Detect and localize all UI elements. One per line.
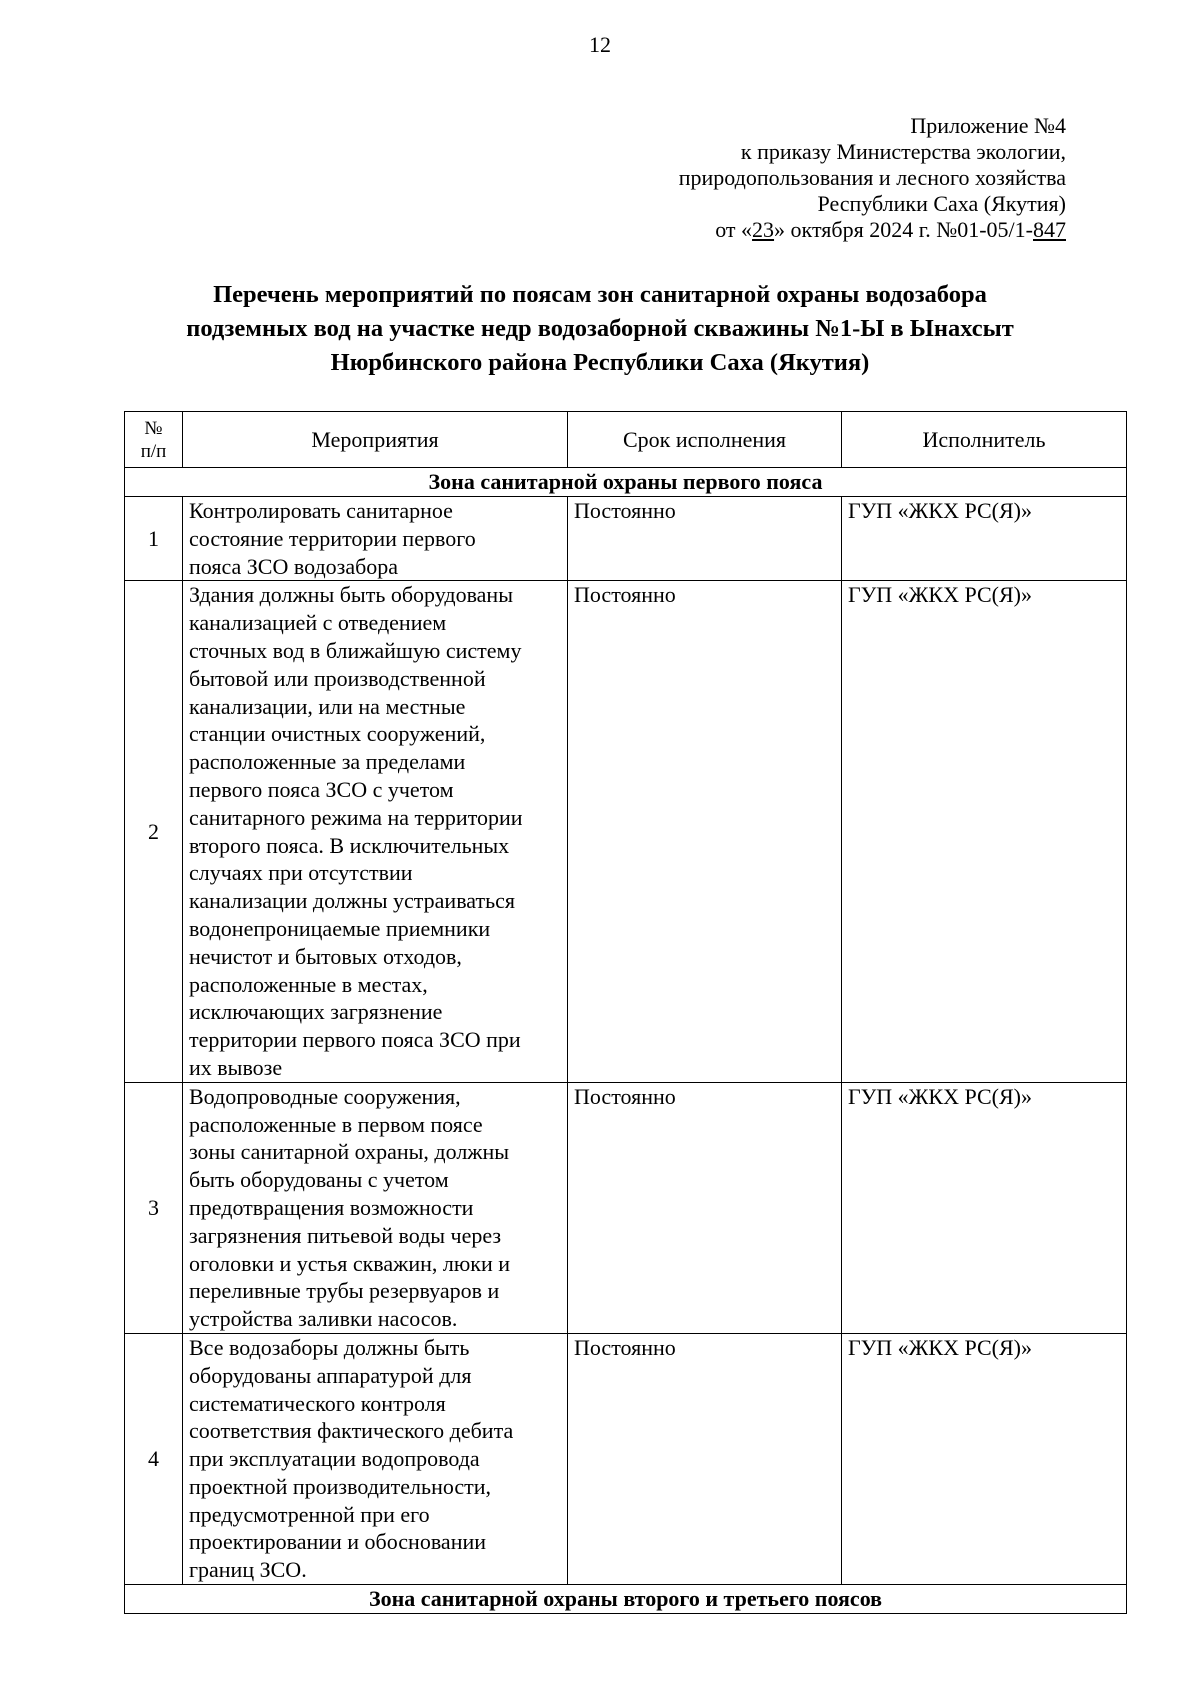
activity-line: санитарного режима на территории xyxy=(189,804,523,830)
activity-line: территории первого пояса ЗСО при xyxy=(189,1027,521,1053)
activity-line: Здания должны быть оборудованы xyxy=(189,582,513,608)
activity-line: оборудованы аппаратурой для xyxy=(189,1362,472,1388)
zone-heading-text: Зона санитарной охраны первого пояса xyxy=(125,468,1127,497)
activity-line: устройства заливки насосов. xyxy=(189,1306,458,1332)
activity-line: сточных вод в ближайшую систему xyxy=(189,637,522,663)
table-header-row xyxy=(125,412,1127,468)
order-day: 23 xyxy=(752,217,775,242)
appendix-line: Приложение №4 xyxy=(910,113,1066,138)
page-number: 12 xyxy=(589,32,611,57)
row-number: 4 xyxy=(125,1333,183,1584)
appendix-block xyxy=(679,113,1066,243)
activity-line: первого пояса ЗСО с учетом xyxy=(189,776,454,802)
order-reference xyxy=(679,217,1066,243)
activity-line: второго пояса. В исключительных xyxy=(189,832,510,858)
activity-line: расположенные за пределами xyxy=(189,749,466,775)
row-deadline: Постоянно xyxy=(568,581,842,1082)
order-prefix: от « xyxy=(715,217,753,242)
row-executor: ГУП «ЖКХ РС(Я)» xyxy=(842,1082,1127,1333)
appendix-line: природопользования и лесного хозяйства xyxy=(678,165,1066,190)
row-executor: ГУП «ЖКХ РС(Я)» xyxy=(842,581,1127,1082)
activity-line: границ ЗСО. xyxy=(189,1557,307,1583)
activity-line: систематического контроля xyxy=(189,1390,446,1416)
row-number: 3 xyxy=(125,1082,183,1333)
row-activity xyxy=(183,581,568,1082)
row-number: 2 xyxy=(125,581,183,1082)
activity-line: Контролировать санитарное xyxy=(189,498,453,523)
activity-line: канализации, или на местные xyxy=(189,693,466,719)
activity-line: нечистот и бытовых отходов, xyxy=(189,943,462,969)
activity-line: предусмотренной при его xyxy=(189,1501,430,1527)
title-line: Перечень мероприятий по поясам зон санитарной охраны водозабора xyxy=(213,281,987,308)
table-row xyxy=(125,1082,1127,1333)
measures-table xyxy=(124,411,1127,1614)
activity-line: загрязнения питьевой воды через xyxy=(189,1222,502,1248)
header-deadline: Срок исполнения xyxy=(568,412,842,468)
activity-line: станции очистных сооружений, xyxy=(189,721,486,747)
row-activity xyxy=(183,1333,568,1584)
activity-line: зоны санитарной охраны, должны xyxy=(189,1139,510,1165)
activity-line: расположенные в местах, xyxy=(189,971,428,997)
activity-line: переливные трубы резервуаров и xyxy=(189,1278,500,1304)
row-activity xyxy=(183,497,568,581)
row-executor: ГУП «ЖКХ РС(Я)» xyxy=(842,1333,1127,1584)
row-deadline: Постоянно xyxy=(568,1082,842,1333)
activity-line: пояса ЗСО водозабора xyxy=(189,553,399,579)
row-activity xyxy=(183,1082,568,1333)
activity-line: бытовой или производственной xyxy=(189,665,486,691)
activity-line: Все водозаборы должны быть xyxy=(189,1334,470,1360)
zone-heading-first-belt xyxy=(125,468,1127,497)
row-deadline: Постоянно xyxy=(568,497,842,581)
row-deadline: Постоянно xyxy=(568,1333,842,1584)
zone-heading-text: Зона санитарной охраны второго и третьего поясов xyxy=(125,1585,1127,1614)
zone-heading-second-third-belts xyxy=(125,1585,1127,1614)
header-executor: Исполнитель xyxy=(842,412,1127,468)
activity-line: канализацией с отведением xyxy=(189,610,447,636)
activity-line: при эксплуатации водопровода xyxy=(189,1446,480,1472)
activity-line: расположенные в первом поясе xyxy=(189,1111,483,1137)
activity-line: Водопроводные сооружения, xyxy=(189,1083,461,1109)
order-number: 847 xyxy=(1033,217,1066,242)
activity-line: оголовки и устья скважин, люки и xyxy=(189,1250,511,1276)
row-executor: ГУП «ЖКХ РС(Я)» xyxy=(842,497,1127,581)
activity-line: предотвращения возможности xyxy=(189,1194,474,1220)
table-row xyxy=(125,1333,1127,1584)
appendix-line: Республики Саха (Якутия) xyxy=(817,191,1066,216)
activity-line: исключающих загрязнение xyxy=(189,999,443,1025)
activity-line: быть оборудованы с учетом xyxy=(189,1167,449,1193)
table-row xyxy=(125,497,1127,581)
activity-line: проектировании и обосновании xyxy=(189,1529,487,1555)
appendix-line: к приказу Министерства экологии, xyxy=(740,139,1066,164)
table-row xyxy=(125,581,1127,1082)
title-line: Нюрбинского района Республики Саха (Якутия) xyxy=(330,349,870,376)
activity-line: проектной производительности, xyxy=(189,1473,492,1499)
activity-line: случаях при отсутствии xyxy=(189,860,413,886)
document-title xyxy=(110,278,1090,380)
header-number: № п/п xyxy=(125,412,183,468)
header-activity: Мероприятия xyxy=(183,412,568,468)
activity-line: их вывозе xyxy=(189,1054,283,1080)
activity-line: водонепроницаемые приемники xyxy=(189,915,491,941)
row-number: 1 xyxy=(125,497,183,581)
title-line: подземных вод на участке недр водозаборной скважины №1-Ы в Ынахсыт xyxy=(186,315,1014,342)
activity-line: соответствия фактического дебита xyxy=(189,1418,514,1444)
order-middle: » октября 2024 г. №01-05/1- xyxy=(774,217,1033,242)
activity-line: канализации должны устраиваться xyxy=(189,888,516,914)
activity-line: состояние территории первого xyxy=(189,525,476,551)
